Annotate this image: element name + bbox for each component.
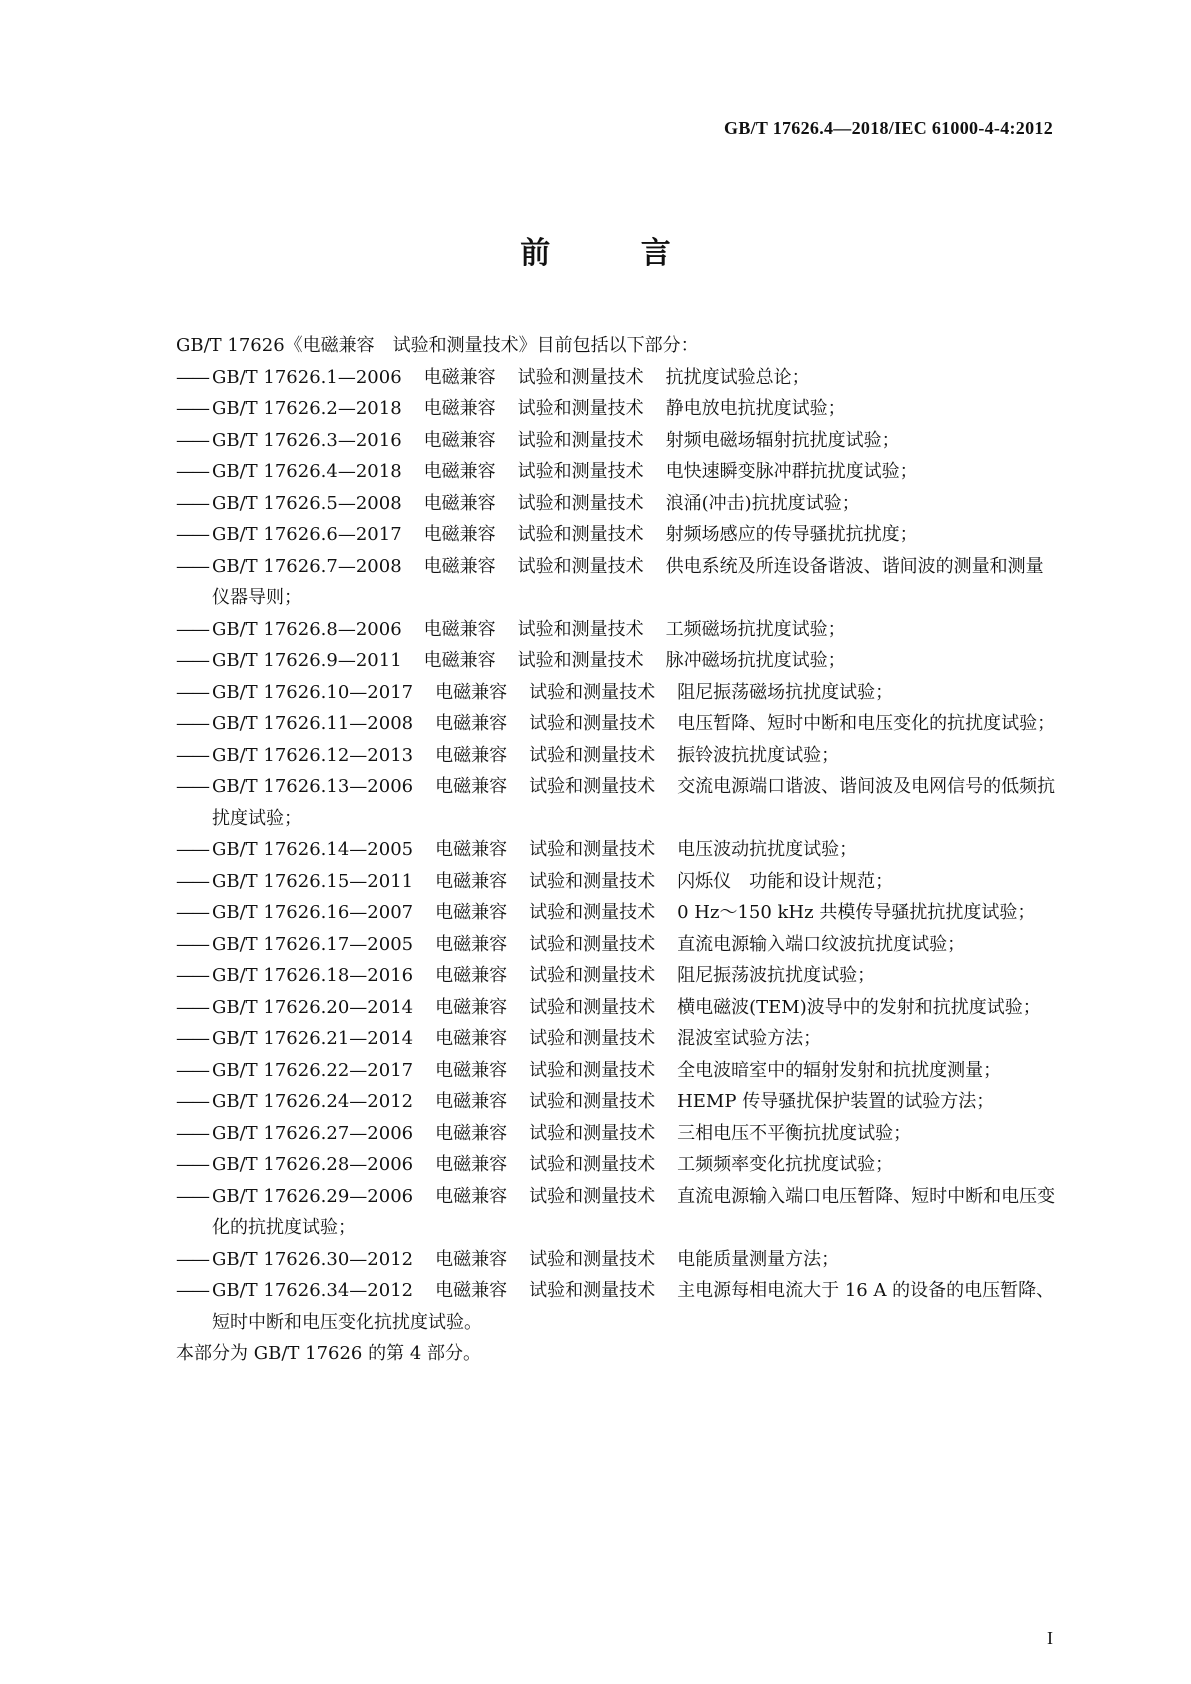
standard-topic: 脉冲磁场抗扰度试验；: [665, 650, 846, 671]
standard-number: GB/T 17626.3—2016: [212, 429, 402, 451]
list-dash: ——: [176, 1280, 208, 1301]
list-item: [176, 645, 1056, 677]
list-dash: ——: [176, 902, 208, 923]
list-item: [176, 771, 1056, 834]
standard-number: GB/T 17626.20—2014: [212, 996, 414, 1018]
list-item: [176, 897, 1056, 929]
standard-number: GB/T 17626.22—2017: [212, 1059, 414, 1081]
standard-number: GB/T 17626.28—2006: [212, 1154, 414, 1175]
standard-topic: 电能质量测量方法；: [677, 1248, 840, 1270]
foreword-body: [176, 330, 1056, 1370]
standard-field: 电磁兼容: [423, 524, 496, 545]
standard-series: 试验和测量技术: [529, 1185, 656, 1207]
standard-topic: HEMP 传导骚扰保护装置的试验方法；: [677, 1091, 995, 1112]
standard-number: GB/T 17626.2—2018: [212, 398, 402, 419]
standard-series: 试验和测量技术: [517, 366, 644, 388]
list-item: [176, 1275, 1056, 1338]
standard-field: 电磁兼容: [435, 1028, 508, 1049]
standard-field: 电磁兼容: [435, 1185, 508, 1207]
standard-series: 试验和测量技术: [517, 650, 644, 671]
list-dash: ——: [176, 366, 208, 388]
standard-topic: 混波室试验方法；: [677, 1028, 822, 1049]
standard-series: 试验和测量技术: [529, 902, 656, 923]
standard-topic: 射频场感应的传导骚扰抗扰度；: [665, 524, 918, 545]
list-dash: ——: [176, 398, 208, 419]
standard-series: 试验和测量技术: [529, 1059, 656, 1081]
list-dash: ——: [176, 1091, 208, 1112]
standard-number: GB/T 17626.10—2017: [212, 681, 414, 703]
standard-number: GB/T 17626.6—2017: [212, 524, 402, 545]
standard-field: 电磁兼容: [435, 713, 508, 734]
list-item: [176, 1055, 1056, 1087]
standard-topic: 射频电磁场辐射抗扰度试验；: [665, 429, 900, 451]
list-dash: ——: [176, 839, 208, 860]
standard-series: 试验和测量技术: [529, 1280, 656, 1301]
standard-field: 电磁兼容: [435, 1154, 508, 1175]
standard-field: 电磁兼容: [435, 1280, 508, 1301]
standard-field: 电磁兼容: [435, 1059, 508, 1081]
list-dash: ——: [176, 1059, 208, 1081]
list-dash: ——: [176, 965, 208, 986]
standard-field: 电磁兼容: [435, 1248, 508, 1270]
list-item: [176, 551, 1056, 614]
standard-number: GB/T 17626.9—2011: [212, 650, 402, 671]
standard-topic: 供电系统及所连设备谐波、谐间波的测量和测量仪器导则；: [212, 555, 1044, 608]
standard-topic: 直流电源输入端口纹波抗扰度试验；: [677, 933, 966, 955]
list-dash: ——: [176, 461, 208, 482]
standard-number: GB/T 17626.7—2008: [212, 555, 402, 577]
standard-series: 试验和测量技术: [529, 870, 656, 892]
standard-number: GB/T 17626.15—2011: [212, 870, 414, 892]
list-dash: ——: [176, 1028, 208, 1049]
standards-list: [176, 362, 1056, 1339]
list-item: [176, 834, 1056, 866]
standard-field: 电磁兼容: [423, 429, 496, 451]
standard-topic: 浪涌(冲击)抗扰度试验；: [665, 492, 860, 514]
standard-number: GB/T 17626.34—2012: [212, 1280, 414, 1301]
standard-field: 电磁兼容: [435, 996, 508, 1018]
page-number: I: [1047, 1628, 1053, 1648]
standard-topic: 全电波暗室中的辐射发射和抗扰度测量；: [677, 1059, 1002, 1081]
list-item: [176, 1118, 1056, 1150]
standard-topic: 阻尼振荡波抗扰度试验；: [677, 965, 876, 986]
standard-number: GB/T 17626.18—2016: [212, 965, 414, 986]
standard-topic: 电压波动抗扰度试验；: [677, 839, 858, 860]
list-item: [176, 708, 1056, 740]
standard-topic: 交流电源端口谐波、谐间波及电网信号的低频抗扰度试验；: [212, 776, 1056, 829]
standard-number: GB/T 17626.11—2008: [212, 713, 414, 734]
standard-code-header: GB/T 17626.4—2018/IEC 61000-4-4:2012: [724, 118, 1053, 138]
standard-field: 电磁兼容: [435, 776, 508, 797]
standard-topic: 静电放电抗扰度试验；: [665, 398, 846, 419]
standard-number: GB/T 17626.29—2006: [212, 1185, 414, 1207]
standard-field: 电磁兼容: [435, 744, 508, 766]
standard-series: 试验和测量技术: [517, 524, 644, 545]
standard-number: GB/T 17626.17—2005: [212, 933, 414, 955]
standard-number: GB/T 17626.27—2006: [212, 1122, 414, 1144]
list-item: [176, 1181, 1056, 1244]
standard-field: 电磁兼容: [423, 492, 496, 514]
standard-field: 电磁兼容: [435, 681, 508, 703]
standard-field: 电磁兼容: [423, 366, 496, 388]
list-item: [176, 1023, 1056, 1055]
list-item: [176, 456, 1056, 488]
standard-field: 电磁兼容: [435, 902, 508, 923]
standard-field: 电磁兼容: [435, 839, 508, 860]
list-dash: ——: [176, 429, 208, 451]
standard-topic: 抗扰度试验总论；: [665, 366, 810, 388]
list-item: [176, 677, 1056, 709]
page-title: 前 言: [520, 236, 711, 271]
list-item: [176, 519, 1056, 551]
list-item: [176, 992, 1056, 1024]
standard-number: GB/T 17626.8—2006: [212, 618, 402, 640]
standard-series: 试验和测量技术: [529, 996, 656, 1018]
standard-series: 试验和测量技术: [529, 965, 656, 986]
standard-number: GB/T 17626.16—2007: [212, 902, 414, 923]
standard-series: 试验和测量技术: [517, 398, 644, 419]
list-item: [176, 488, 1056, 520]
standard-topic: 三相电压不平衡抗扰度试验；: [677, 1122, 912, 1144]
standard-field: 电磁兼容: [435, 1091, 508, 1112]
list-item: [176, 425, 1056, 457]
standard-number: GB/T 17626.21—2014: [212, 1028, 414, 1049]
standard-series: 试验和测量技术: [529, 1154, 656, 1175]
standard-number: GB/T 17626.12—2013: [212, 744, 414, 766]
standard-topic: 工频磁场抗扰度试验；: [665, 618, 846, 640]
standard-number: GB/T 17626.13—2006: [212, 776, 414, 797]
standard-topic: 阻尼振荡磁场抗扰度试验；: [677, 681, 894, 703]
standard-number: GB/T 17626.14—2005: [212, 839, 414, 860]
list-item: [176, 1086, 1056, 1118]
standard-topic: 横电磁波(TEM)波导中的发射和抗扰度试验；: [677, 996, 1041, 1018]
list-item: [176, 1149, 1056, 1181]
list-item: [176, 866, 1056, 898]
standard-number: GB/T 17626.24—2012: [212, 1091, 414, 1112]
list-dash: ——: [176, 618, 208, 640]
standard-series: 试验和测量技术: [529, 1122, 656, 1144]
standard-field: 电磁兼容: [423, 461, 496, 482]
list-item: [176, 960, 1056, 992]
standard-series: 试验和测量技术: [517, 492, 644, 514]
standard-series: 试验和测量技术: [529, 776, 656, 797]
standard-number: GB/T 17626.5—2008: [212, 492, 402, 514]
list-dash: ——: [176, 870, 208, 892]
standard-series: 试验和测量技术: [529, 1028, 656, 1049]
list-item: [176, 740, 1056, 772]
standard-number: GB/T 17626.30—2012: [212, 1248, 414, 1270]
standard-field: 电磁兼容: [423, 618, 496, 640]
standard-topic: 闪烁仪 功能和设计规范；: [677, 870, 894, 892]
standard-series: 试验和测量技术: [529, 1248, 656, 1270]
standard-series: 试验和测量技术: [529, 1091, 656, 1112]
standard-field: 电磁兼容: [423, 398, 496, 419]
standard-topic: 0 Hz～150 kHz 共模传导骚扰抗扰度试验；: [677, 902, 1036, 923]
standard-field: 电磁兼容: [435, 1122, 508, 1144]
list-item: [176, 362, 1056, 394]
list-item: [176, 614, 1056, 646]
standard-series: 试验和测量技术: [529, 933, 656, 955]
standard-topic: 主电源每相电流大于 16 A 的设备的电压暂降、短时中断和电压变化抗扰度试验。: [212, 1280, 1055, 1333]
standard-field: 电磁兼容: [435, 965, 508, 986]
list-dash: ——: [176, 650, 208, 671]
list-dash: ——: [176, 713, 208, 734]
standard-number: GB/T 17626.1—2006: [212, 366, 402, 388]
standard-series: 试验和测量技术: [517, 618, 644, 640]
standard-series: 试验和测量技术: [529, 681, 656, 703]
standard-series: 试验和测量技术: [517, 555, 644, 577]
list-item: [176, 1244, 1056, 1276]
list-dash: ——: [176, 492, 208, 514]
standard-topic: 电快速瞬变脉冲群抗扰度试验；: [665, 461, 918, 482]
intro-paragraph: GB/T 17626《电磁兼容 试验和测量技术》目前包括以下部分：: [176, 335, 699, 356]
list-item: [176, 929, 1056, 961]
standard-series: 试验和测量技术: [517, 429, 644, 451]
standard-field: 电磁兼容: [423, 650, 496, 671]
standard-topic: 直流电源输入端口电压暂降、短时中断和电压变化的抗扰度试验；: [212, 1185, 1056, 1238]
list-dash: ——: [176, 1122, 208, 1144]
standard-field: 电磁兼容: [435, 933, 508, 955]
standard-topic: 振铃波抗扰度试验；: [677, 744, 840, 766]
list-dash: ——: [176, 681, 208, 703]
standard-series: 试验和测量技术: [529, 744, 656, 766]
list-dash: ——: [176, 1248, 208, 1270]
closing-paragraph: 本部分为 GB/T 17626 的第 4 部分。: [176, 1343, 481, 1364]
standard-series: 试验和测量技术: [517, 461, 644, 482]
list-dash: ——: [176, 996, 208, 1018]
standard-topic: 电压暂降、短时中断和电压变化的抗扰度试验；: [677, 713, 1056, 734]
list-dash: ——: [176, 555, 208, 577]
standard-topic: 工频频率变化抗扰度试验；: [677, 1154, 894, 1175]
list-dash: ——: [176, 933, 208, 955]
list-dash: ——: [176, 776, 208, 797]
standard-field: 电磁兼容: [435, 870, 508, 892]
standard-series: 试验和测量技术: [529, 713, 656, 734]
standard-field: 电磁兼容: [423, 555, 496, 577]
list-item: [176, 393, 1056, 425]
list-dash: ——: [176, 1185, 208, 1207]
list-dash: ——: [176, 744, 208, 766]
standard-number: GB/T 17626.4—2018: [212, 461, 402, 482]
standard-series: 试验和测量技术: [529, 839, 656, 860]
list-dash: ——: [176, 524, 208, 545]
list-dash: ——: [176, 1154, 208, 1175]
